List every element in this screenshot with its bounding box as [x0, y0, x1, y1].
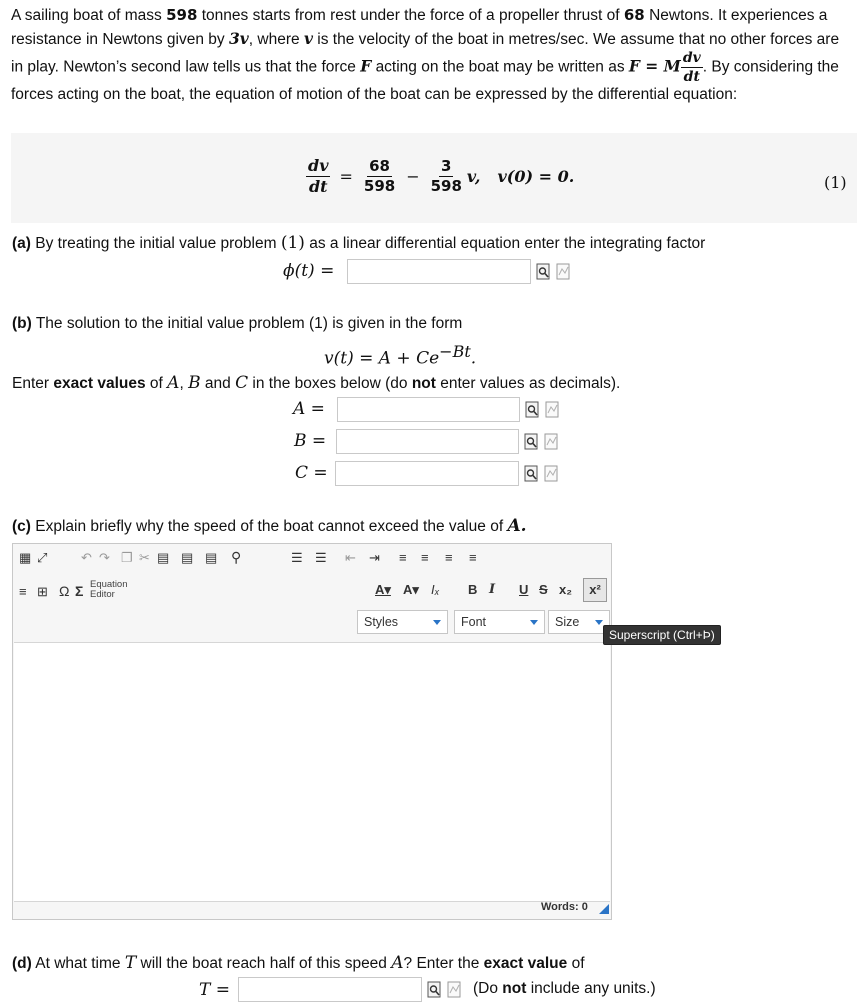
bold-button[interactable]: B	[468, 582, 478, 597]
help-icon[interactable]	[544, 465, 559, 482]
help-icon[interactable]	[545, 401, 560, 418]
note-not: not	[502, 980, 527, 997]
eq-initial-condition: v(0) = 0.	[497, 167, 575, 186]
part-d-text: At what time	[35, 955, 121, 972]
mass-value: 598	[166, 6, 198, 24]
justify-icon[interactable]: ≡	[469, 550, 477, 565]
eq-dv: dv	[308, 156, 329, 175]
part-d-label: (d)	[12, 955, 32, 972]
b-and-text: and	[204, 375, 231, 392]
preview-icon[interactable]	[525, 401, 540, 418]
chevron-down-icon	[595, 620, 603, 625]
B-label: B =	[294, 431, 327, 451]
fraction-numerator: dv	[682, 50, 701, 66]
dv-dt-fraction	[681, 51, 703, 84]
eq-equals: =	[339, 167, 353, 186]
intro-text-2: tonnes starts from rest under the force of a propeller thrust of	[201, 7, 620, 24]
b-A-symbol: A	[167, 373, 180, 393]
part-d-A: A	[391, 953, 404, 973]
align-right-icon[interactable]: ≡	[445, 550, 453, 565]
part-c-question	[12, 516, 527, 536]
part-a-ref: (1)	[280, 233, 305, 253]
help-icon[interactable]	[447, 981, 462, 998]
superscript-button[interactable]: x²	[583, 578, 607, 602]
part-b-label: (b)	[12, 315, 32, 332]
remove-format-icon[interactable]: Iₓ	[431, 582, 440, 597]
equation-editor-button[interactable]	[90, 580, 128, 600]
part-b-question	[12, 315, 462, 333]
intro-text-6: acting on the boat may be written as	[375, 58, 625, 76]
part-b-instructions	[12, 373, 620, 393]
equation-editor-label-2: Editor	[90, 589, 115, 600]
help-icon[interactable]	[544, 433, 559, 450]
chevron-down-icon	[433, 620, 441, 625]
part-d-question	[12, 953, 585, 973]
b-not-bold: not	[411, 375, 436, 392]
part-c-A: A.	[507, 516, 527, 536]
part-b-text: The solution to the initial value problem (1) is given in the form	[35, 315, 463, 332]
equation-editor-label-1: Equation	[90, 579, 128, 590]
b-B-symbol: B	[188, 373, 201, 393]
copy-icon[interactable]: ❐	[121, 550, 133, 565]
b-of-text: of	[149, 375, 163, 392]
numbered-list-icon[interactable]: ☰	[291, 550, 303, 565]
note-text-2: include any units.)	[530, 980, 656, 997]
find-icon[interactable]: ⚲	[231, 549, 242, 565]
part-d-text3: ? Enter the	[403, 955, 480, 972]
preview-icon[interactable]	[524, 465, 539, 482]
note-text-1: (Do	[473, 980, 498, 997]
eq-fraction-2	[429, 159, 464, 194]
size-label: Size	[555, 615, 580, 629]
text-color-icon[interactable]: A▾	[375, 582, 391, 597]
part-d-text2: will the boat reach half of this speed	[140, 955, 387, 972]
horizontal-rule-icon[interactable]: ≡	[19, 584, 27, 599]
styles-select[interactable]	[357, 610, 448, 634]
sigma-icon[interactable]: Σ	[75, 583, 84, 599]
solution-form-end: .	[470, 348, 477, 369]
C-label: C =	[295, 463, 328, 483]
table-icon[interactable]: ⊞	[37, 584, 48, 599]
C-input[interactable]	[335, 461, 519, 486]
phi-label: ϕ(t) =	[283, 261, 335, 281]
source-icon[interactable]: ▦	[19, 550, 32, 565]
units-note	[473, 980, 656, 998]
bulleted-list-icon[interactable]: ☰	[315, 550, 327, 565]
resistance-expr: 3v	[228, 28, 249, 48]
part-d-T: T	[124, 953, 137, 973]
font-label: Font	[461, 615, 487, 629]
font-select[interactable]	[454, 610, 545, 634]
A-label: A =	[293, 399, 325, 419]
underline-button[interactable]: U	[519, 582, 529, 597]
background-color-icon[interactable]: A▾	[403, 582, 419, 597]
part-c-label: (c)	[12, 518, 31, 535]
b-decimals-text: enter values as decimals).	[440, 375, 621, 392]
help-icon[interactable]	[556, 263, 571, 280]
italic-button[interactable]: I	[489, 582, 496, 597]
part-d-text4: of	[571, 955, 585, 972]
b-C-symbol: C	[235, 373, 249, 393]
intro-text-4: , where	[248, 30, 300, 48]
newton-law-lhs: F = M	[628, 56, 681, 76]
subscript-button[interactable]: x₂	[559, 582, 573, 597]
solution-form-exponent: −Bt	[439, 342, 471, 361]
differential-equation	[306, 158, 574, 195]
part-c-text: Explain briefly why the speed of the boat cannot exceed the value of	[35, 518, 504, 535]
superscript-tooltip: Superscript (Ctrl+Þ)	[603, 625, 721, 645]
b-comma: ,	[179, 375, 184, 392]
editor-text-area[interactable]	[14, 642, 610, 902]
intro-text-3: Newtons. It experiences a resistance in Newtons given by	[11, 7, 828, 48]
paste-text-icon[interactable]: ▤	[181, 550, 194, 565]
eq-n1: 68	[369, 157, 390, 175]
problem-statement	[11, 4, 851, 107]
fraction-denominator: dt	[683, 69, 700, 85]
integrating-factor-input[interactable]	[347, 259, 531, 284]
maximize-icon[interactable]: ⤢	[37, 550, 48, 565]
part-a-label: (a)	[12, 235, 31, 252]
part-a-question	[12, 233, 705, 253]
size-select[interactable]	[548, 610, 610, 634]
thrust-value: 68	[623, 6, 645, 24]
B-input[interactable]	[336, 429, 519, 454]
solution-form	[324, 342, 476, 369]
align-center-icon[interactable]: ≡	[421, 550, 429, 565]
preview-icon[interactable]	[536, 263, 551, 280]
b-enter-text: Enter	[12, 375, 50, 392]
part-d-exact-value: exact value	[483, 955, 568, 972]
A-input[interactable]	[337, 397, 520, 422]
redo-icon[interactable]: ↷	[99, 550, 110, 565]
eq-dv-dt	[306, 158, 330, 195]
cut-icon[interactable]: ✂	[139, 550, 150, 565]
undo-icon[interactable]: ↶	[81, 550, 92, 565]
strikethrough-button[interactable]: S	[539, 582, 548, 597]
word-count: Words: 0	[541, 901, 588, 913]
chevron-down-icon	[530, 620, 538, 625]
preview-icon[interactable]	[427, 981, 442, 998]
eq-v: v,	[466, 167, 481, 186]
rich-text-editor	[12, 543, 612, 920]
eq-dt: dt	[308, 177, 328, 196]
preview-icon[interactable]	[524, 433, 539, 450]
eq-d2: 598	[430, 177, 462, 195]
part-a-text: By treating the initial value problem	[35, 235, 277, 252]
paste-icon[interactable]: ▤	[157, 550, 170, 565]
special-char-icon[interactable]: Ω	[59, 583, 70, 599]
T-input[interactable]	[238, 977, 422, 1002]
part-a-text2: as a linear differential equation enter the integrating factor	[309, 235, 706, 252]
intro-text-7: . By considering the forces acting on the boat, the equation of motion of the boat can be expressed by the differential equation:	[11, 58, 839, 103]
indent-icon[interactable]: ⇥	[369, 550, 380, 565]
b-exact-values: exact values	[53, 375, 146, 392]
T-label: T =	[199, 980, 230, 1000]
outdent-icon[interactable]: ⇤	[345, 550, 356, 565]
eq-d1: 598	[363, 177, 396, 195]
eq-n2: 3	[441, 157, 452, 175]
styles-label: Styles	[364, 615, 399, 629]
paste-word-icon[interactable]: ▤	[205, 550, 218, 565]
force-symbol: F	[360, 56, 372, 76]
align-left-icon[interactable]: ≡	[399, 550, 407, 565]
eq-fraction-1	[362, 159, 397, 194]
intro-text-5: is the velocity of the boat in metres/sec. We assume that no other forces are in play. Newton’s second law tells us that the force	[11, 30, 840, 76]
velocity-symbol: v	[303, 28, 313, 48]
equation-number: (1)	[824, 173, 847, 192]
eq-minus: −	[406, 167, 420, 186]
b-boxes-text: in the boxes below (do	[252, 375, 408, 392]
solution-form-base: v(t) = A + Ce	[324, 348, 440, 369]
resize-handle-icon[interactable]	[599, 904, 609, 914]
intro-text-1: A sailing boat of mass	[11, 7, 162, 24]
